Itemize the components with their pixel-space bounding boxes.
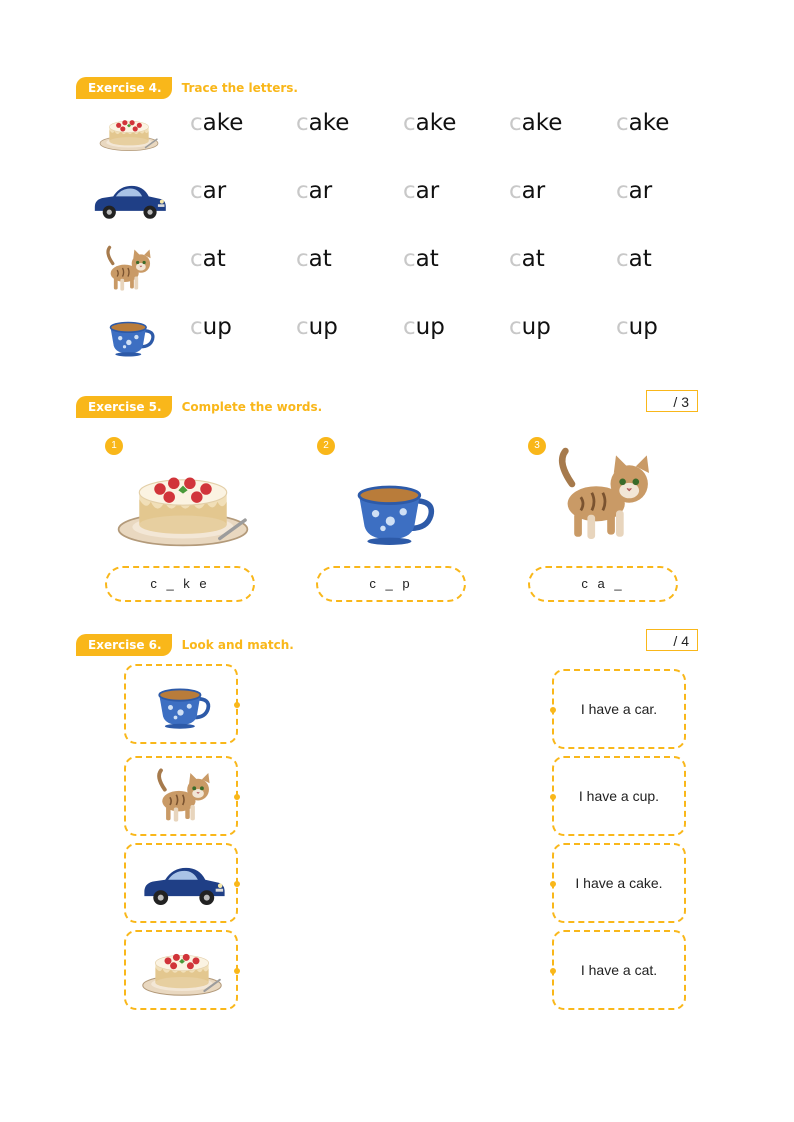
trace-rest: at	[521, 246, 545, 272]
trace-rest: ar	[202, 178, 227, 204]
exercise-4-tag: Exercise 4.	[76, 77, 172, 99]
trace-word[interactable]	[190, 178, 226, 204]
exercise-6-tag: Exercise 6.	[76, 634, 172, 656]
trace-word[interactable]	[296, 314, 338, 340]
match-picture-cat[interactable]	[124, 756, 238, 836]
exercise-4-header	[76, 77, 298, 99]
trace-word[interactable]	[403, 178, 439, 204]
cake-icon	[114, 458, 252, 550]
trace-first-letter: c	[296, 314, 309, 340]
cat-icon	[546, 440, 664, 550]
sentence-text: I have a car.	[580, 701, 658, 717]
match-sentence[interactable]	[552, 756, 686, 836]
trace-word[interactable]	[616, 178, 652, 204]
trace-rest: at	[308, 246, 332, 272]
trace-word[interactable]	[509, 110, 562, 136]
trace-rest: ake	[308, 110, 350, 136]
sentence-text: I have a cake.	[575, 875, 663, 891]
exercise-6-score: / 4	[646, 629, 698, 651]
trace-word[interactable]	[616, 110, 669, 136]
trace-word[interactable]	[509, 314, 551, 340]
item-number: 2	[317, 437, 335, 455]
exercise-6-instruction: Look and match.	[181, 638, 294, 652]
trace-first-letter: c	[296, 246, 309, 272]
trace-rest: ake	[521, 110, 563, 136]
match-picture-cup[interactable]	[124, 664, 238, 744]
cat-icon	[152, 764, 216, 828]
sentence-text: I have a cat.	[580, 962, 658, 978]
trace-rest: ake	[628, 110, 670, 136]
trace-first-letter: c	[403, 246, 416, 272]
trace-word[interactable]	[509, 178, 545, 204]
trace-rest: at	[202, 246, 226, 272]
trace-first-letter: c	[403, 110, 416, 136]
trace-word[interactable]	[190, 110, 243, 136]
word-answer-box[interactable]: c _ k e	[105, 566, 255, 602]
trace-word[interactable]	[403, 246, 439, 272]
trace-first-letter: c	[509, 110, 522, 136]
car-icon	[136, 859, 230, 911]
cat-icon	[102, 242, 156, 296]
trace-first-letter: c	[190, 246, 203, 272]
car-icon	[88, 178, 170, 224]
trace-word[interactable]	[616, 246, 652, 272]
trace-first-letter: c	[616, 314, 629, 340]
match-sentence[interactable]	[552, 843, 686, 923]
match-dot[interactable]	[234, 881, 240, 887]
trace-first-letter: c	[509, 314, 522, 340]
match-sentence[interactable]	[552, 930, 686, 1010]
exercise-5-score: / 3	[646, 390, 698, 412]
exercise-4-instruction: Trace the letters.	[181, 81, 298, 95]
exercise-5-tag: Exercise 5.	[76, 396, 172, 418]
trace-word[interactable]	[403, 110, 456, 136]
exercise-6-header	[76, 634, 294, 656]
trace-rest: ar	[628, 178, 653, 204]
match-dot[interactable]	[550, 707, 556, 713]
sentence-text: I have a cup.	[578, 788, 660, 804]
trace-first-letter: c	[296, 178, 309, 204]
trace-first-letter: c	[509, 246, 522, 272]
match-picture-car[interactable]	[124, 843, 238, 923]
exercise-5-instruction: Complete the words.	[181, 400, 323, 414]
trace-rest: ar	[521, 178, 546, 204]
match-dot[interactable]	[550, 968, 556, 974]
trace-word[interactable]	[296, 178, 332, 204]
trace-rest: ar	[415, 178, 440, 204]
trace-rest: at	[415, 246, 439, 272]
trace-word[interactable]	[403, 314, 445, 340]
trace-word[interactable]	[296, 246, 332, 272]
trace-first-letter: c	[190, 110, 203, 136]
trace-word[interactable]	[296, 110, 349, 136]
trace-rest: up	[308, 314, 338, 340]
trace-word[interactable]	[190, 246, 226, 272]
trace-first-letter: c	[190, 314, 203, 340]
cup-icon	[148, 680, 218, 730]
match-dot[interactable]	[234, 968, 240, 974]
match-dot[interactable]	[550, 881, 556, 887]
trace-rest: up	[202, 314, 232, 340]
trace-rest: at	[628, 246, 652, 272]
cup-icon	[348, 472, 440, 548]
trace-rest: ake	[415, 110, 457, 136]
match-sentence[interactable]	[552, 669, 686, 749]
match-dot[interactable]	[234, 794, 240, 800]
trace-rest: up	[521, 314, 551, 340]
trace-rest: ar	[308, 178, 333, 204]
trace-rest: up	[628, 314, 658, 340]
cake-icon	[98, 110, 160, 154]
trace-first-letter: c	[509, 178, 522, 204]
word-answer-box[interactable]: c _ p	[316, 566, 466, 602]
trace-first-letter: c	[403, 178, 416, 204]
trace-first-letter: c	[296, 110, 309, 136]
trace-first-letter: c	[190, 178, 203, 204]
item-number: 1	[105, 437, 123, 455]
trace-word[interactable]	[509, 246, 545, 272]
trace-first-letter: c	[616, 178, 629, 204]
match-dot[interactable]	[550, 794, 556, 800]
trace-first-letter: c	[616, 110, 629, 136]
trace-word[interactable]	[616, 314, 658, 340]
cup-icon	[104, 314, 158, 358]
trace-word[interactable]	[190, 314, 232, 340]
match-picture-cake[interactable]	[124, 930, 238, 1010]
trace-first-letter: c	[616, 246, 629, 272]
word-answer-box[interactable]: c a _	[528, 566, 678, 602]
match-dot[interactable]	[234, 702, 240, 708]
trace-rest: ake	[202, 110, 244, 136]
item-number: 3	[528, 437, 546, 455]
cake-icon	[140, 940, 224, 1000]
trace-rest: up	[415, 314, 445, 340]
trace-first-letter: c	[403, 314, 416, 340]
exercise-5-header	[76, 396, 322, 418]
